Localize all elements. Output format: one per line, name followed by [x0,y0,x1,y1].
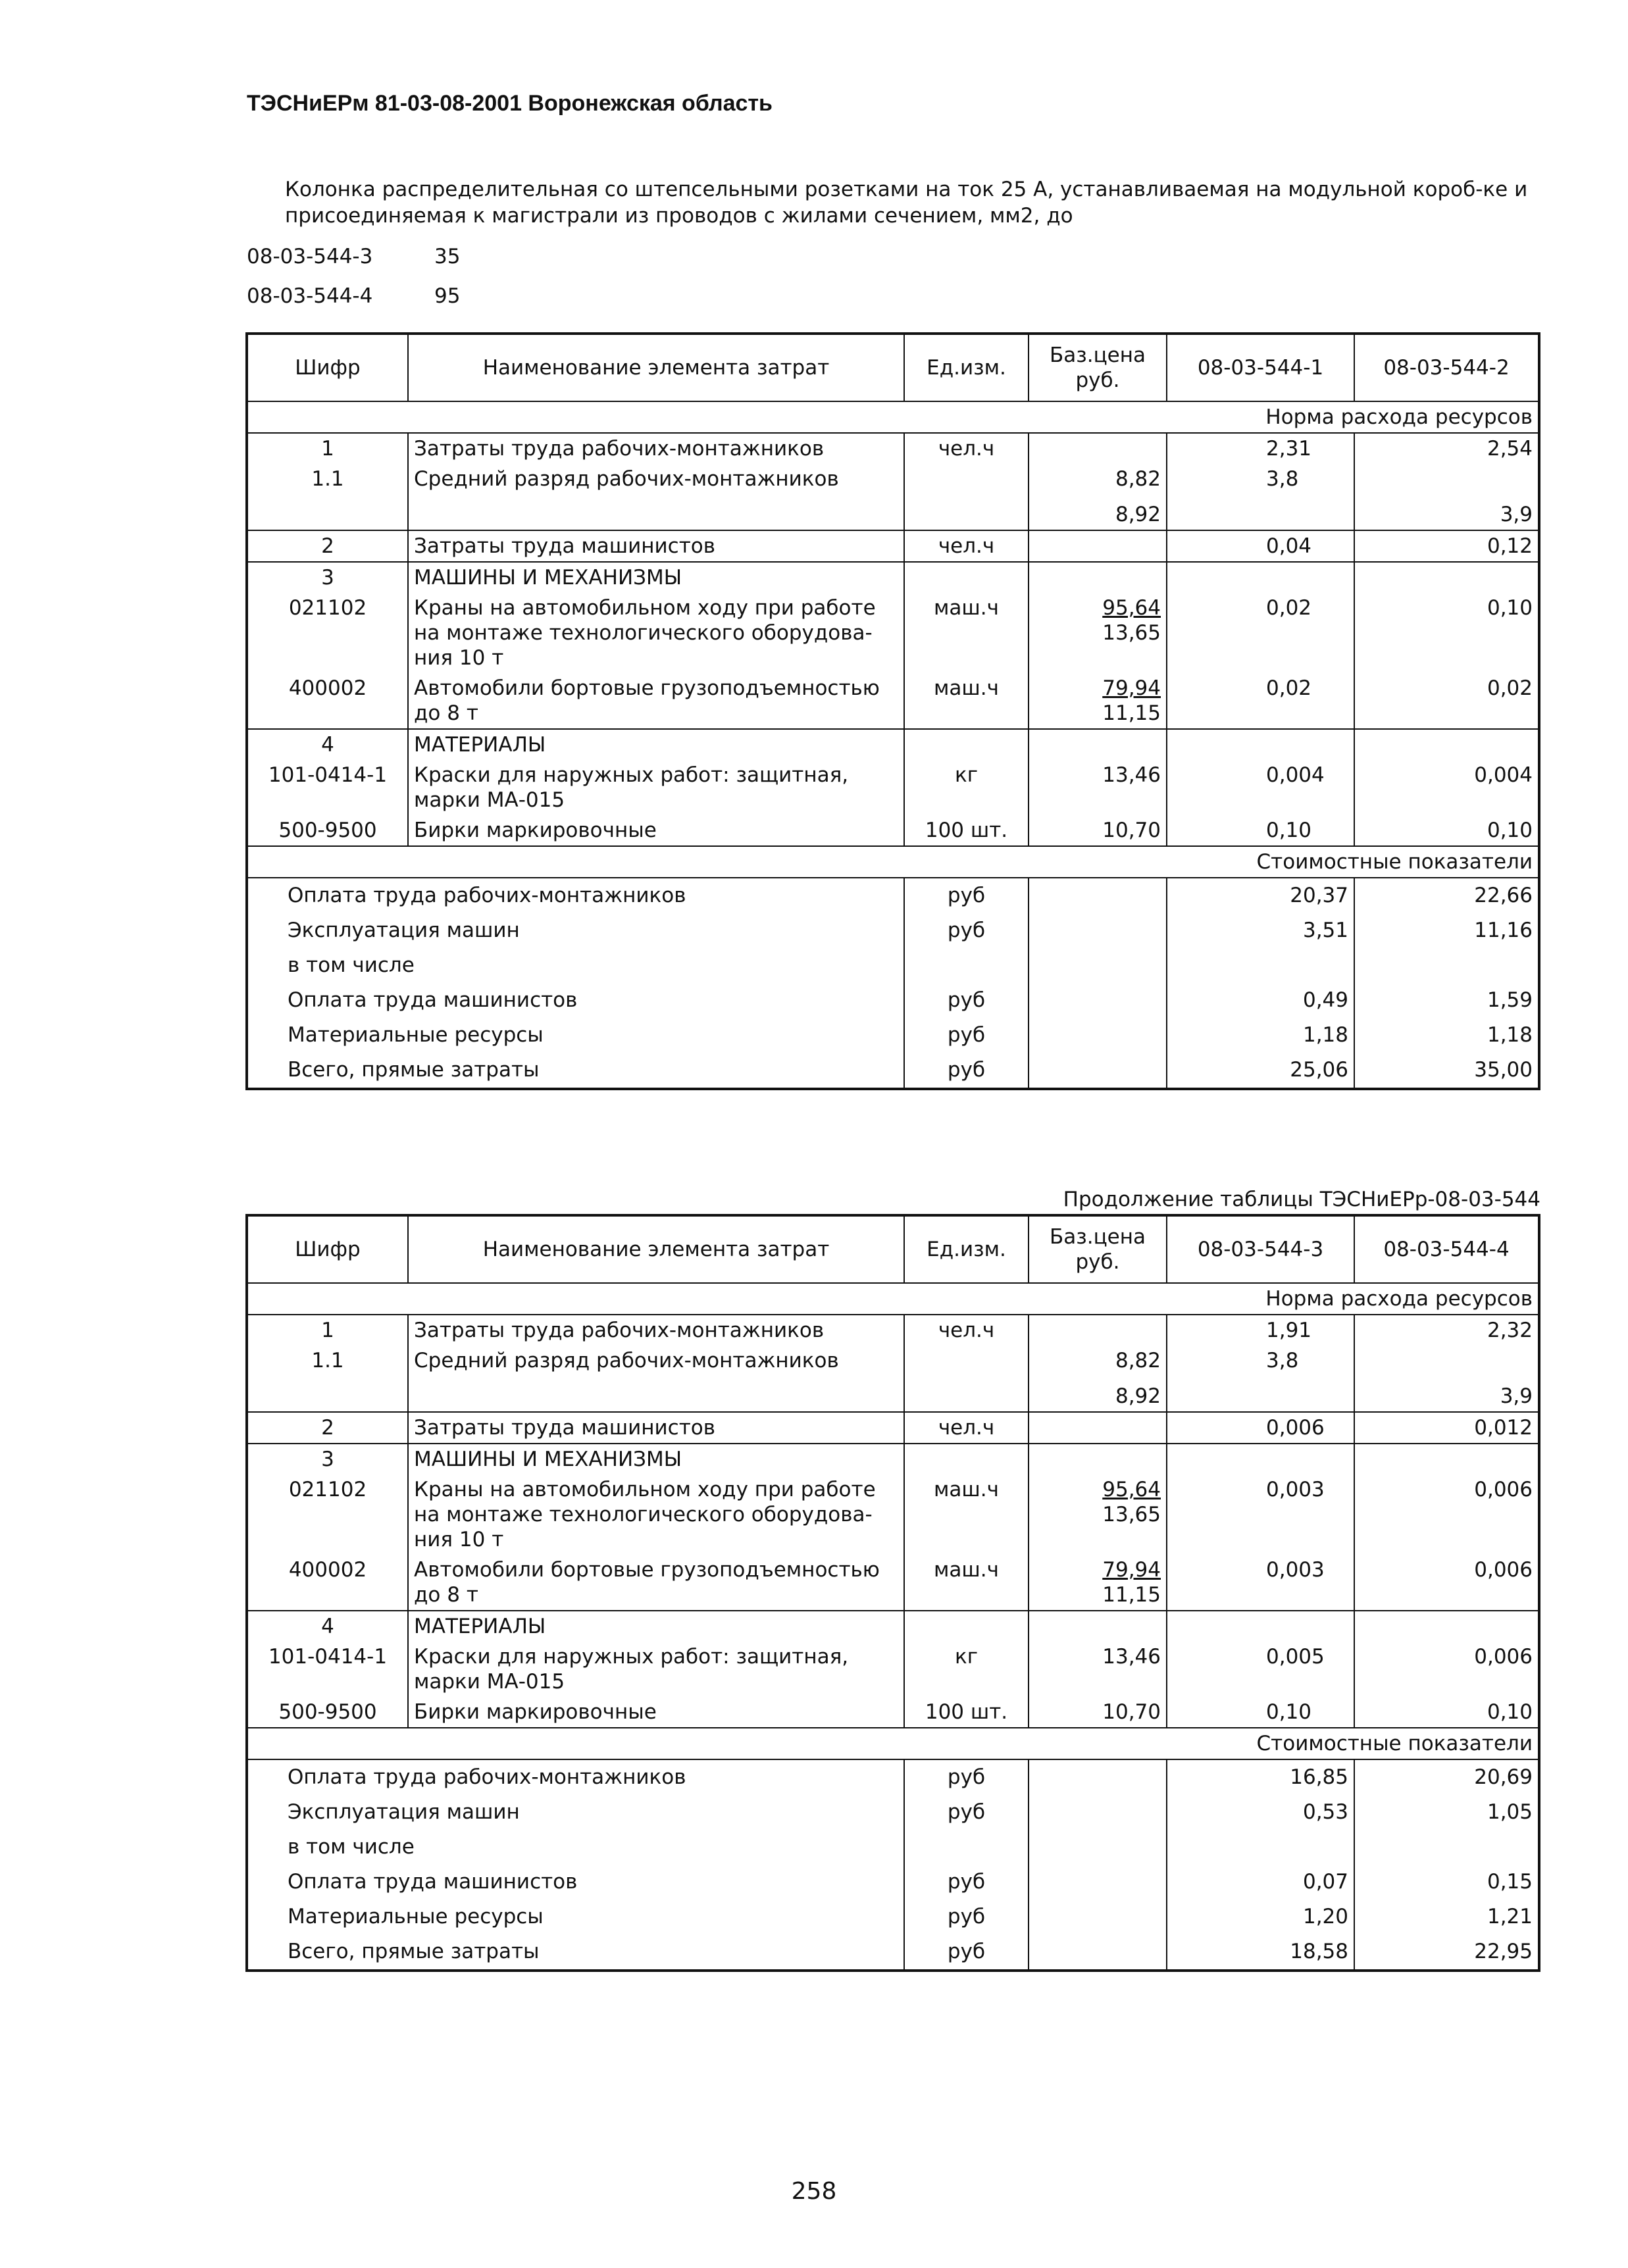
row-price [1029,1412,1167,1444]
row-code: 1 [247,1315,408,1346]
row-value-a: 0,004 [1167,760,1354,815]
summary-row: в том числе [247,1830,1539,1865]
col-header-code: Шифр [247,1215,408,1283]
row-name: Средний разряд рабочих-монтажников [408,464,904,530]
row-value-b: 2,54 [1487,437,1533,461]
band-norm: Норма расхода ресурсов [247,401,1539,433]
row-value-a [1167,1346,1354,1412]
row-price [1029,1555,1167,1611]
table-row [247,673,1539,729]
variant-code: 08-03-544-4 [247,284,373,308]
row-value-a: 1,91 [1167,1315,1354,1346]
row-unit: маш.ч [904,1474,1029,1555]
row-code: 400002 [247,1555,408,1611]
row-unit: кг [904,760,1029,815]
row-price: 10,70 [1029,815,1167,846]
row-price [1029,530,1167,562]
row-value-a: 0,006 [1167,1412,1354,1444]
row-code: 1.1 [247,464,408,530]
row-value-a: 0,003 [1167,1555,1354,1611]
row-name: Бирки маркировочные [408,815,904,846]
value-line: 3,9 [1500,1384,1533,1408]
table-row [247,1697,1539,1728]
table-row [247,530,1539,562]
row-name: Краски для наружных работ: защитная, марки МА-015 [408,1642,904,1697]
row-value-a: 0,02 [1167,673,1354,729]
price-line: 95,64 [1102,1478,1161,1501]
row-unit [904,1346,1029,1412]
col-header-variant-b: 08-03-544-4 [1354,1215,1539,1283]
row-name: Краски для наружных работ: защитная, марки МА-015 [408,760,904,815]
col-header-price: Баз.цена руб. [1029,1215,1167,1283]
col-header-variant-a: 08-03-544-1 [1167,334,1354,401]
resource-table-2 [245,1214,1540,1972]
row-value-b: 0,10 [1487,596,1533,620]
table-row [247,760,1539,815]
row-value-b [1354,464,1539,530]
row-code: 3 [247,562,408,593]
row-price [1029,433,1167,464]
table-row [247,593,1539,673]
band-cost: Стоимостные показатели [247,1728,1539,1759]
row-value-b [1354,1346,1539,1412]
col-header-variant-a: 08-03-544-3 [1167,1215,1354,1283]
row-code: 101-0414-1 [247,1642,408,1697]
row-name: Затраты труда машинистов [408,530,904,562]
row-price [1029,593,1167,673]
row-price [1029,1474,1167,1555]
price-line: 79,94 [1102,676,1161,700]
price-line: 79,94 [1102,1558,1161,1582]
band-cost: Стоимостные показатели [247,846,1539,878]
row-value-a: 0,02 [1167,593,1354,673]
row-code: 021102 [247,593,408,673]
summary-row: в том числе [247,948,1539,983]
row-price: 13,46 [1029,760,1167,815]
row-name: Автомобили бортовые грузоподъемностью до 8 т [408,1555,904,1611]
table-row [247,1555,1539,1611]
section-description: Колонка распределительная со штепсельными розетками на ток 25 А, устанавливаемая на модульной короб-ке и присоединяемая к магистрали из проводов с жилами сечением, мм2, до [285,178,1528,228]
col-header-name: Наименование элемента затрат [408,334,904,401]
row-value-a: 0,10 [1167,815,1354,846]
row-code: 4 [247,1611,408,1642]
table-row [247,464,1539,530]
col-header-unit: Ед.изм. [904,1215,1029,1283]
row-price [1029,1346,1167,1412]
row-value-b: 0,10 [1487,1700,1533,1724]
table-row [247,1346,1539,1412]
row-name: МАШИНЫ И МЕХАНИЗМЫ [408,1444,904,1474]
row-value-a: 0,003 [1167,1474,1354,1555]
row-value-b: 0,02 [1487,676,1533,700]
table-row [247,1444,1539,1474]
row-price [1029,673,1167,729]
row-code: 1.1 [247,1346,408,1412]
row-unit: кг [904,1642,1029,1697]
row-price: 10,70 [1029,1697,1167,1728]
col-header-variant-b: 08-03-544-2 [1354,334,1539,401]
row-unit: чел.ч [904,1412,1029,1444]
row-price [1029,1315,1167,1346]
table-row [247,815,1539,846]
row-code: 500-9500 [247,1697,408,1728]
page-number: 258 [791,2178,837,2205]
page-header-title: ТЭСНиЕРм 81-03-08-2001 Воронежская область [247,91,773,116]
row-code: 500-9500 [247,815,408,846]
price-line: 11,15 [1102,1583,1161,1607]
summary-row: Оплата труда рабочих-монтажников руб 20,37 22,66 [247,878,1539,913]
band-norm: Норма расхода ресурсов [247,1283,1539,1315]
variant-item [247,283,460,322]
summary-row: Оплата труда машинистов руб 0,07 0,15 [247,1865,1539,1900]
value-line: 3,8 [1266,467,1299,491]
table-row [247,562,1539,593]
summary-row: Эксплуатация машин руб 0,53 1,05 [247,1795,1539,1830]
table-row [247,1611,1539,1642]
row-name: Краны на автомобильном ходу при работе на монтаже технологического оборудова-ния 10 т [408,1474,904,1555]
row-name: Автомобили бортовые грузоподъемностью до 8 т [408,673,904,729]
price-line: 13,65 [1102,1503,1161,1526]
row-code: 101-0414-1 [247,760,408,815]
row-unit: 100 шт. [904,815,1029,846]
row-name: Затраты труда рабочих-монтажников [408,1315,904,1346]
price-line: 8,92 [1115,1384,1161,1408]
row-code: 021102 [247,1474,408,1555]
row-value-b: 2,32 [1487,1319,1533,1342]
row-value-b: 0,012 [1354,1412,1539,1444]
table-row [247,433,1539,464]
summary-row: Всего, прямые затраты руб 25,06 35,00 [247,1053,1539,1089]
row-value-a: 2,31 [1167,433,1354,464]
row-code: 2 [247,530,408,562]
row-code: 1 [247,433,408,464]
row-name: МАТЕРИАЛЫ [408,1611,904,1642]
price-line: 13,65 [1102,621,1161,645]
summary-row: Материальные ресурсы руб 1,20 1,21 [247,1900,1539,1934]
row-unit: чел.ч [904,433,1029,464]
summary-row: Оплата труда машинистов руб 0,49 1,59 [247,983,1539,1018]
table-row [247,1642,1539,1697]
row-name: Затраты труда машинистов [408,1412,904,1444]
summary-row: Эксплуатация машин руб 3,51 11,16 [247,913,1539,948]
row-unit: чел.ч [904,1315,1029,1346]
table-row [247,1315,1539,1346]
row-price [1029,464,1167,530]
variant-list [247,243,460,322]
variant-value: 35 [434,245,461,268]
row-unit: маш.ч [904,1555,1029,1611]
value-line: 3,8 [1266,1349,1299,1373]
row-value-a [1167,464,1354,530]
row-value-b: 0,10 [1487,819,1533,842]
variant-code: 08-03-544-3 [247,245,373,268]
col-header-code: Шифр [247,334,408,401]
resource-table-1 [245,332,1540,1090]
row-unit: маш.ч [904,593,1029,673]
row-value-a: 0,005 [1167,1642,1354,1697]
table-row [247,729,1539,760]
row-code: 400002 [247,673,408,729]
col-header-name: Наименование элемента затрат [408,1215,904,1283]
row-unit [904,464,1029,530]
row-value-b: 0,006 [1474,1558,1533,1582]
price-line: 8,82 [1115,1349,1161,1373]
price-line: 8,82 [1115,467,1161,491]
row-code: 4 [247,729,408,760]
value-line: 3,9 [1500,503,1533,526]
row-price: 13,46 [1029,1642,1167,1697]
table-row [247,1474,1539,1555]
row-unit: маш.ч [904,673,1029,729]
summary-row: Материальные ресурсы руб 1,18 1,18 [247,1018,1539,1053]
row-unit: чел.ч [904,530,1029,562]
row-code: 2 [247,1412,408,1444]
price-line: 95,64 [1102,596,1161,620]
row-code: 3 [247,1444,408,1474]
row-name: Затраты труда рабочих-монтажников [408,433,904,464]
col-header-unit: Ед.изм. [904,334,1029,401]
row-value-b: 0,006 [1474,1645,1533,1669]
row-value-a: 0,04 [1167,530,1354,562]
price-line: 11,15 [1102,701,1161,725]
price-line: 8,92 [1115,503,1161,526]
variant-item [247,243,460,283]
table-row [247,1412,1539,1444]
row-value-b: 0,006 [1474,1478,1533,1501]
row-name: МАТЕРИАЛЫ [408,729,904,760]
row-value-a: 0,10 [1167,1697,1354,1728]
row-unit: 100 шт. [904,1697,1029,1728]
col-header-price: Баз.цена руб. [1029,334,1167,401]
summary-row: Всего, прямые затраты руб 18,58 22,95 [247,1934,1539,1971]
row-value-b: 0,12 [1354,530,1539,562]
row-name: Средний разряд рабочих-монтажников [408,1346,904,1412]
continuation-caption: Продолжение таблицы ТЭСНиЕРр-08-03-544 [1063,1188,1540,1211]
row-name: Краны на автомобильном ходу при работе на монтаже технологического оборудова-ния 10 т [408,593,904,673]
row-name: Бирки маркировочные [408,1697,904,1728]
row-name: МАШИНЫ И МЕХАНИЗМЫ [408,562,904,593]
row-value-b: 0,004 [1474,763,1533,787]
variant-value: 95 [434,284,461,308]
summary-row: Оплата труда рабочих-монтажников руб 16,85 20,69 [247,1759,1539,1795]
